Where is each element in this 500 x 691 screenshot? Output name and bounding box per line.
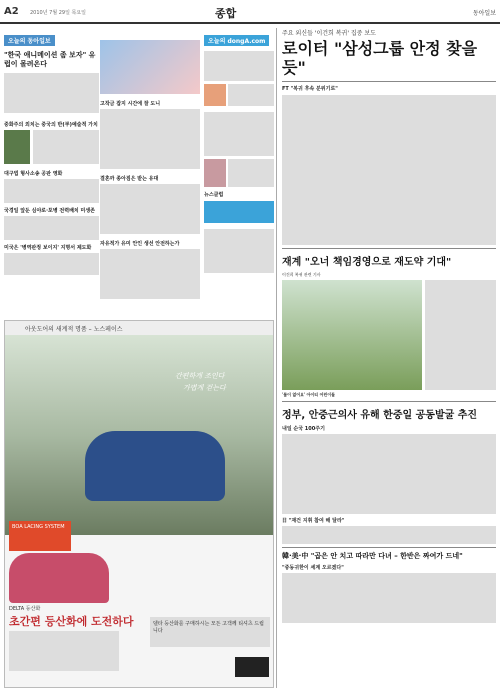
shoe-image [85,431,225,501]
ad-headline: 초간편 등산화에 도전하다 [9,615,134,628]
digest-body [100,184,200,234]
digest-column-1 [4,28,99,318]
digest-body [100,109,200,169]
dongacom-tab: 오늘의 dongA.com [204,35,269,46]
photo-caption: '물이 없어요' 아이티 어린이들 [282,392,335,397]
portrait-photo [4,130,30,164]
dongacom-body [228,159,274,187]
digest-headline: "한국 애니메이션 좀 보자" 유럽이 몰려온다 [4,51,96,68]
divider [282,547,496,548]
dongacom-body [204,229,274,273]
digest-subhead: 중화주의 외치는 중국의 반(半)예술적 가치 [4,122,98,128]
byline: 이건희 복귀 관련 기사 [282,272,321,277]
boa-badge: BOA LACING SYSTEM [9,521,71,551]
article-headline-4: 韓·美·中 "곱은 안 치고 따라만 다녀 – 한반은 짜여가 드네" [282,552,463,560]
newspaper-brand: 동아일보 [472,10,496,17]
profile-photo [204,159,226,187]
article-tag: FT "복귀 후속 분위기로" [282,86,338,92]
article-headline: 로이터 "삼성그룹 안정 찾을 듯" [282,39,478,77]
divider [282,81,496,82]
brand-logo [235,657,269,677]
dongacom-body [204,51,274,81]
article-body [282,526,496,544]
digest-body [33,130,99,164]
page-number: A2 [4,6,19,17]
delta-shoe-image [9,553,109,603]
digest-body [4,179,99,203]
ad-quote-2: 가볍게 걷는다 [183,384,226,392]
article-body [282,434,496,514]
digest-subhead: 고작금 잡지 시간에 잘 도니 [100,101,161,107]
article-kicker: 주요 외신들 '이건희 복귀' 집중 보도 [282,30,376,37]
dongacom-column [204,28,274,318]
digest-body [4,216,99,240]
digest-subhead: 국경일 앞둔 심야로·포병 전력배치 미생존 [4,208,95,214]
digest-subhead: 자유적가 유미 안인 생선 안전하는가 [100,241,180,247]
ad-quote-1: 간편하게 조인다 [175,372,225,380]
article-subhead: 日 "재건 지휘 참여 해 달라" [282,518,345,524]
profile-photo [204,84,226,106]
article-body [282,573,496,623]
divider [282,248,496,249]
ad-title: 아웃도어의 새계적 명품 – 노스페이스 [5,321,273,335]
ad-promo: 델타 등산화를 구매하시는 모든 고객께 티셔츠 드립니다 [150,617,270,647]
club-banner [204,201,274,223]
digest-body [100,249,200,299]
digest-body [4,73,99,115]
article-headline-3: 정부, 안중근의사 유해 한중일 공동발굴 추진 [282,410,478,421]
article-subhead: "중동귀한이 세계 오르겠다" [282,565,344,571]
page-header [0,0,500,24]
outdoor-ad [4,320,274,688]
section-title: 종합 [215,7,237,20]
divider [282,401,496,402]
dongacom-label: 뉴스클럽 [204,192,224,198]
article-body [282,95,496,245]
column-divider [276,28,277,688]
digest-body [4,253,99,275]
ad-copy [9,631,119,671]
issue-date: 2010년 7월 29일 목요일 [30,10,87,16]
digest-subhead: 결혼까 종아짐은 받는 유대 [100,176,159,182]
digest-column-2 [100,96,200,318]
article-subhead: 내일 순국 100주기 [282,426,325,432]
haiti-photo [282,280,422,390]
article-headline-2: 재계 "오너 책임경영으로 재도약 기대" [282,257,452,268]
delta-label: DELTA 등산화 [9,606,41,612]
article-body [425,280,496,390]
animation-image [100,40,200,94]
dongacom-body [228,84,274,106]
dongacom-body [204,112,274,156]
digest-tab: 오늘의 동아일보 [4,35,55,46]
digest-subhead: 대구법 형사소송 공판 영화 [4,171,63,177]
main-articles [282,28,496,688]
digest-subhead: 미국은 '병역판정 보이지' 지명서 제도화 [4,245,92,251]
